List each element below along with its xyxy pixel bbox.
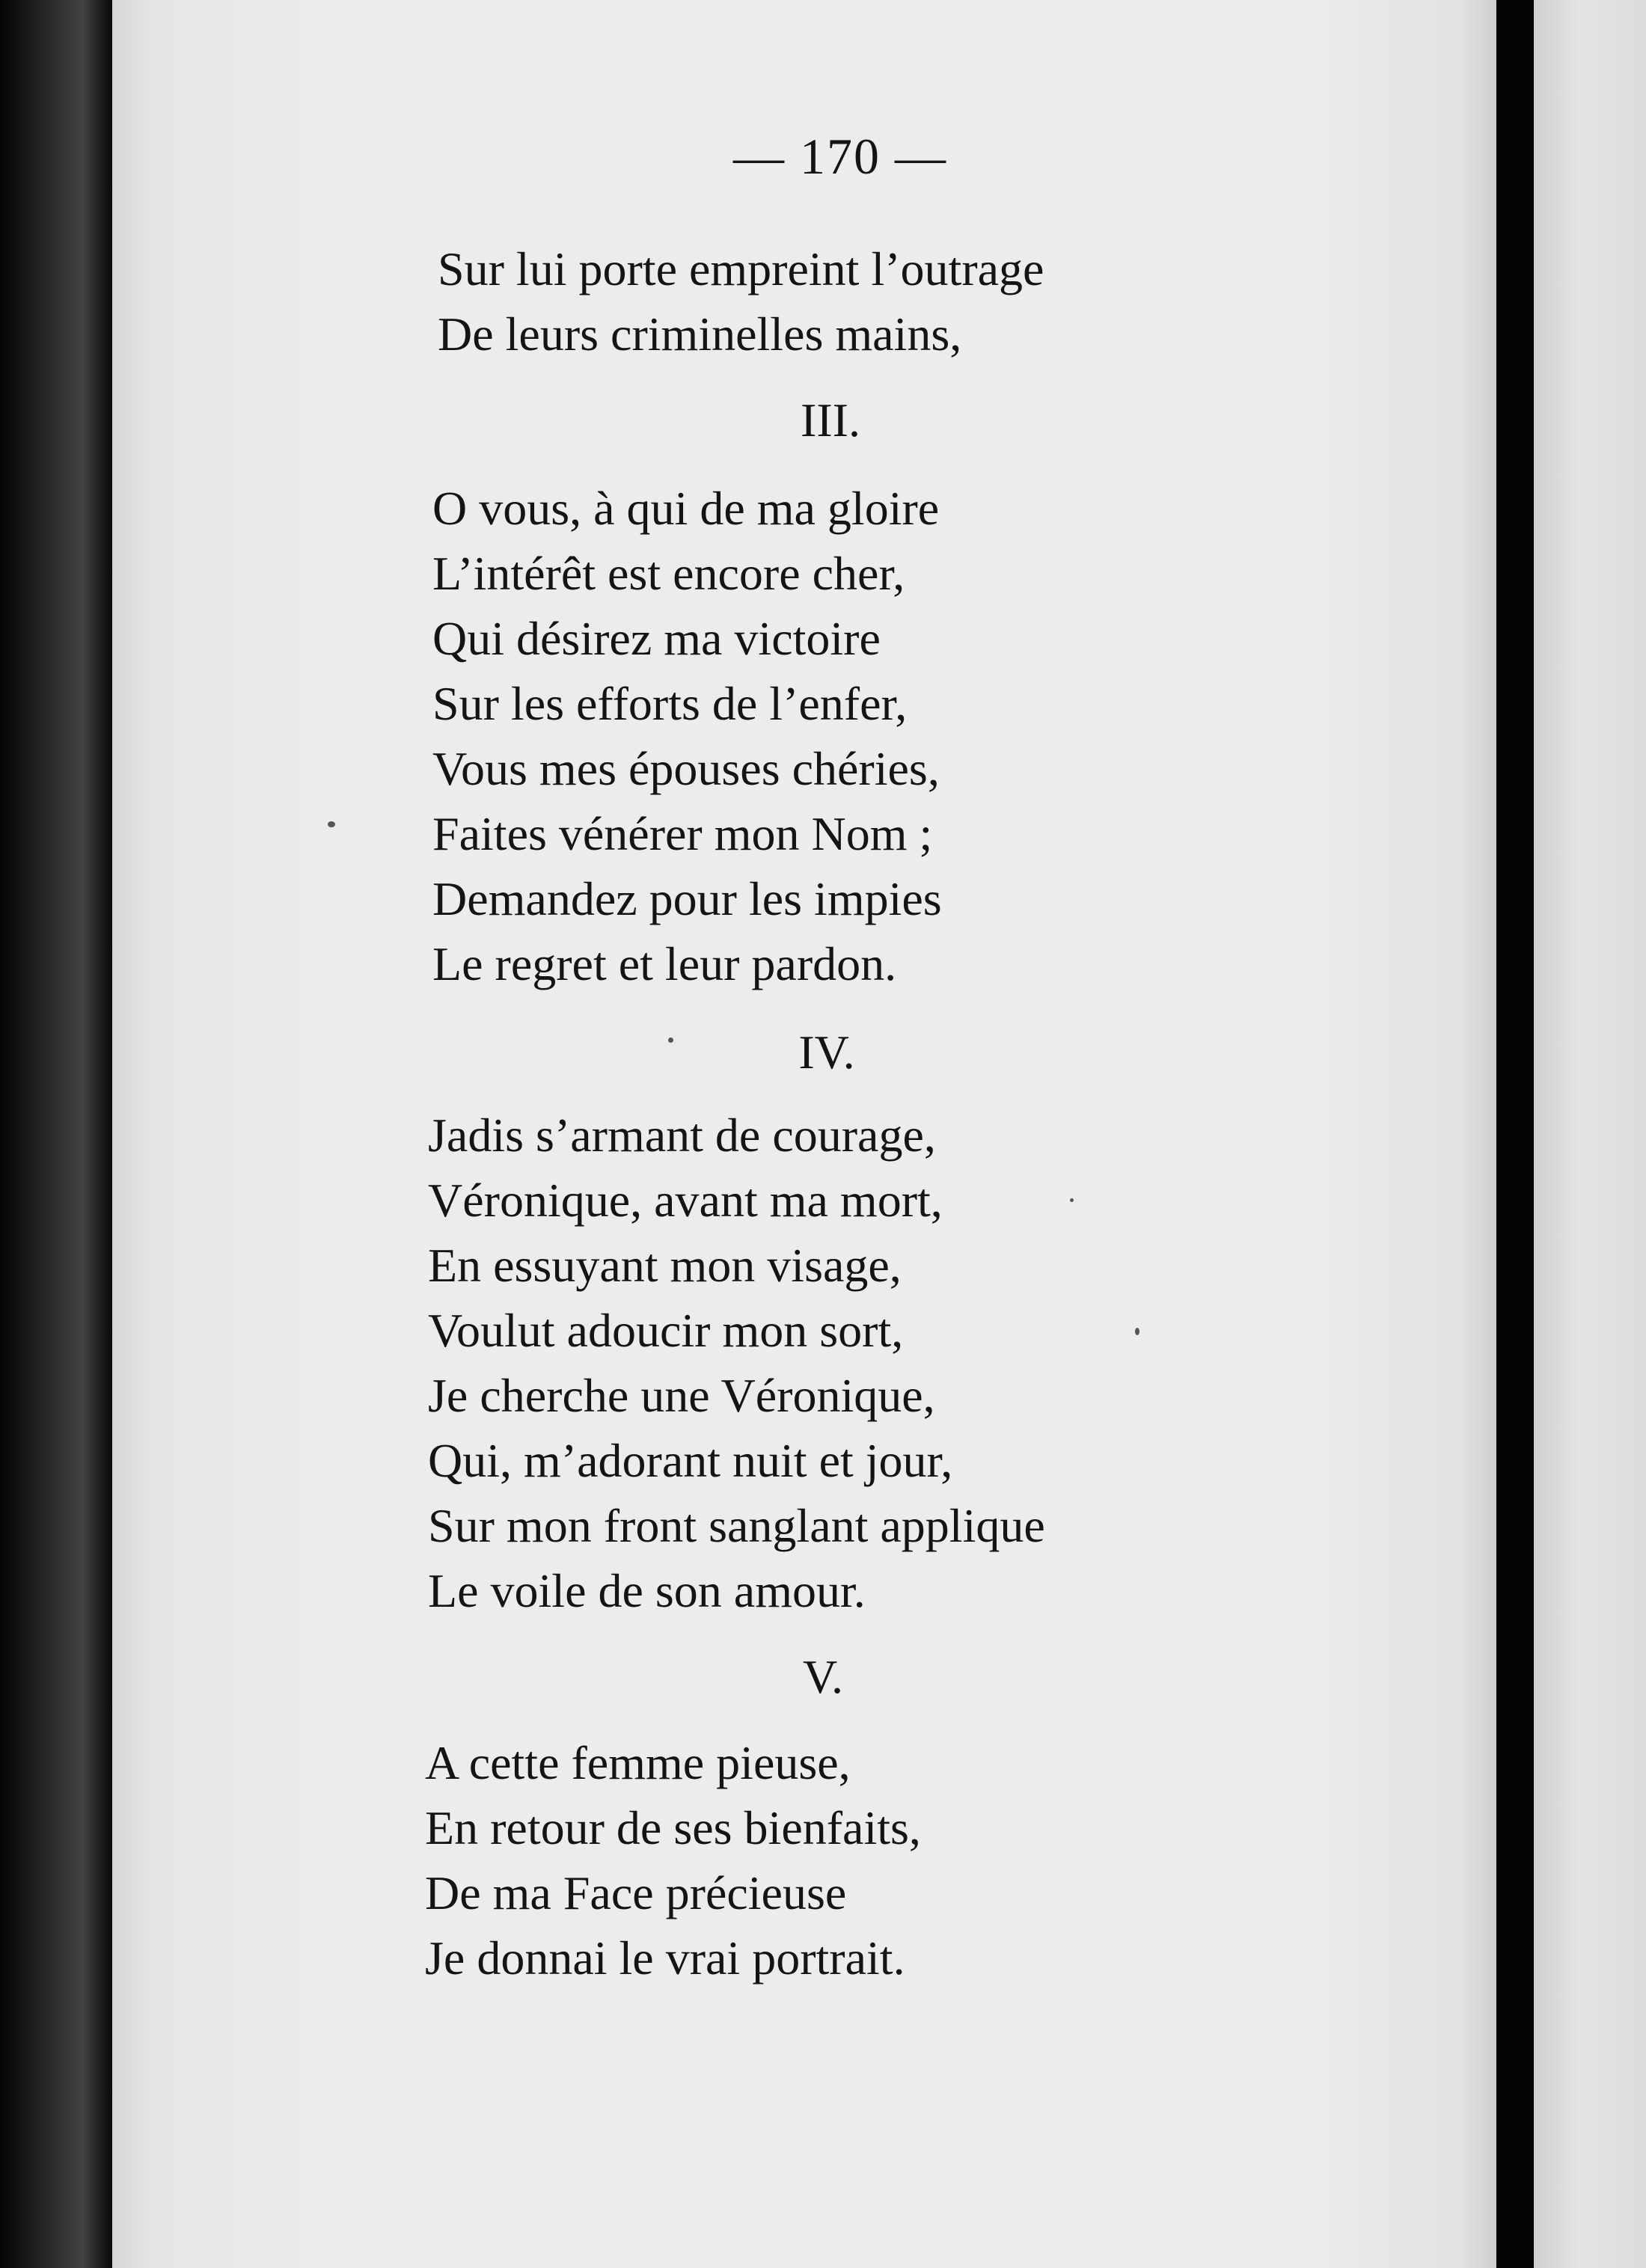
verse-line: Faites vénérer mon Nom ; xyxy=(432,807,933,860)
verse-line: Demandez pour les impies xyxy=(432,872,942,925)
stanza-heading-iv: IV. xyxy=(798,1026,855,1079)
verse-line: Sur lui porte empreint l’outrage xyxy=(438,242,1044,295)
verse-line: Sur les efforts de l’enfer, xyxy=(432,677,908,730)
stanza-iii xyxy=(432,476,942,996)
paper-speck xyxy=(328,821,335,827)
verse-line: Voulut adoucir mon sort, xyxy=(428,1304,904,1357)
verse-line: Jadis s’armant de courage, xyxy=(428,1109,936,1162)
stanza-iv xyxy=(428,1103,1045,1623)
verse-line: Vous mes épouses chéries, xyxy=(432,742,940,795)
verse-line: O vous, à qui de ma gloire xyxy=(432,482,940,535)
stanza-heading-v: V. xyxy=(803,1650,843,1703)
verse-line: En retour de ses bienfaits, xyxy=(425,1801,921,1854)
page-gutter xyxy=(1496,0,1534,2268)
verse-line: En essuyant mon visage, xyxy=(428,1239,902,1292)
verse-line: Le voile de son amour. xyxy=(428,1564,866,1617)
stanza-v xyxy=(425,1730,921,1990)
page-number: — 170 — xyxy=(733,128,947,185)
verse-line: A cette femme pieuse, xyxy=(425,1736,851,1789)
paper-speck xyxy=(668,1038,673,1043)
book-spine xyxy=(0,0,112,2268)
verse-line: Je cherche une Véronique, xyxy=(428,1369,935,1422)
continuation-verse xyxy=(438,236,1044,367)
verse-line: De leurs criminelles mains, xyxy=(438,307,962,361)
verse-line: Qui désirez ma victoire xyxy=(432,612,881,665)
verse-line: Le regret et leur pardon. xyxy=(432,937,897,990)
adjacent-page-edge xyxy=(1534,0,1646,2268)
stanza-heading-iii: III. xyxy=(801,393,860,447)
paper-speck xyxy=(1070,1198,1074,1202)
verse-line: Qui, m’adorant nuit et jour, xyxy=(428,1434,953,1487)
verse-line: L’intérêt est encore cher, xyxy=(432,547,905,600)
verse-line: Véronique, avant ma mort, xyxy=(428,1174,943,1227)
verse-line: De ma Face précieuse xyxy=(425,1866,847,1919)
paper-speck xyxy=(1135,1328,1139,1335)
verse-line: Je donnai le vrai portrait. xyxy=(425,1931,905,1985)
verse-line: Sur mon front sanglant applique xyxy=(428,1499,1045,1552)
